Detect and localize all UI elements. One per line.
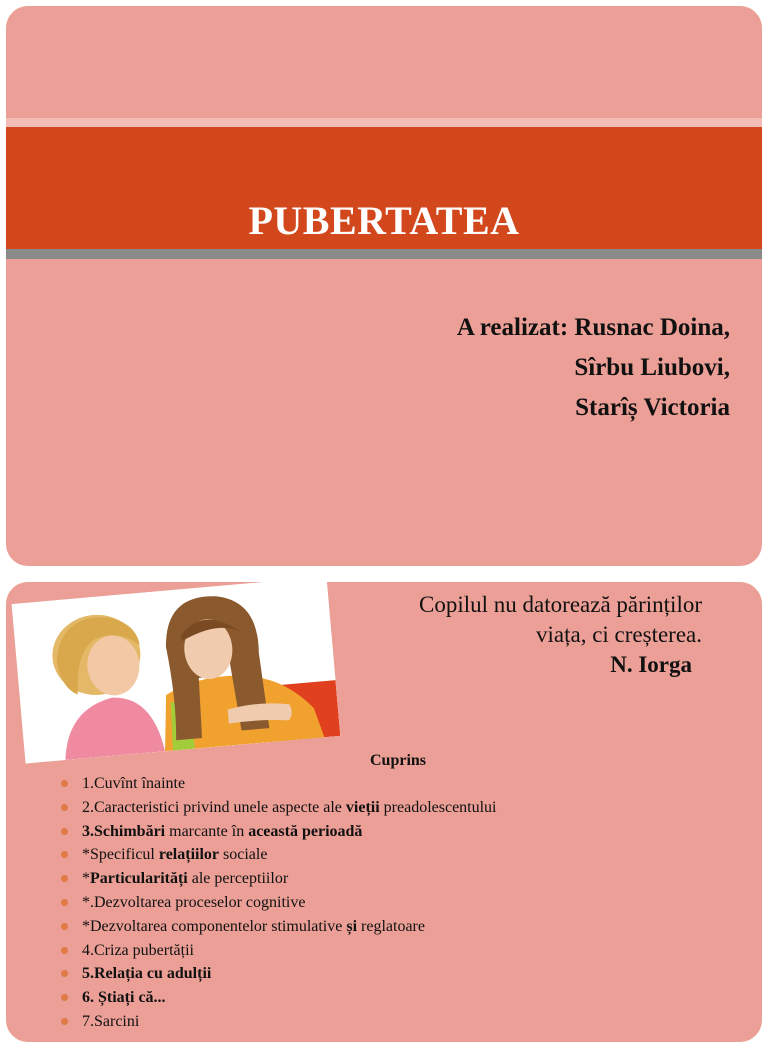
bullet-icon	[61, 947, 68, 954]
contents-item-text: vieții	[345, 798, 380, 816]
contents-item-text: Particularități	[90, 870, 188, 888]
contents-item	[82, 962, 497, 986]
bullet-icon	[61, 851, 68, 858]
contents-item-text: această perioadă	[248, 822, 363, 840]
contents-heading: Cuprins	[370, 752, 427, 769]
contents-item-text: 2.Caracteristici privind unele aspecte ale	[82, 798, 346, 816]
quote-line: Copilul nu datorează părinților	[419, 592, 702, 617]
bullet-icon	[61, 804, 68, 811]
contents-item-text: relațiilor	[158, 846, 219, 864]
bullet-icon	[61, 780, 68, 787]
quote-block	[419, 590, 702, 680]
contents-item-text: ale perceptiilor	[187, 870, 289, 888]
contents-item-text: *Specificul	[82, 846, 159, 864]
author-line: Starîș Victoria	[575, 394, 730, 421]
contents-item	[82, 891, 497, 915]
contents-item-text: 7.Sarcini	[82, 1012, 140, 1030]
author-line: A realizat: Rusnac Doina,	[456, 314, 730, 341]
contents-item-text: 5.Relația cu adulții	[82, 965, 212, 983]
contents-item	[82, 796, 497, 820]
contents-item-text: *.Dezvoltarea proceselor cognitive	[82, 893, 306, 911]
bullet-icon	[61, 994, 68, 1001]
slide-title: PUBERTATEA	[248, 198, 520, 243]
authors-block	[457, 308, 730, 428]
contents-item	[82, 772, 497, 796]
contents-item-text: *	[82, 870, 90, 888]
contents-item	[82, 1010, 497, 1034]
contents-item-text: marcante în	[165, 822, 249, 840]
contents-item-text: sociale	[219, 846, 268, 864]
bullet-icon	[61, 875, 68, 882]
bullet-icon	[61, 899, 68, 906]
contents-item-text: 3.Schimbări	[82, 822, 166, 840]
contents-item-text: preadolescentului	[379, 798, 497, 816]
contents-item-text: *Dezvoltarea componentelor stimulative	[82, 917, 347, 935]
contents-slide	[6, 582, 762, 1042]
contents-item	[82, 843, 497, 867]
contents-item-text: reglatoare	[357, 917, 425, 935]
mother-daughter-photo	[12, 582, 341, 763]
contents-item	[82, 867, 497, 891]
contents-item	[82, 915, 497, 939]
contents-item-text: 1.Cuvînt înainte	[82, 775, 186, 792]
title-band-shadow	[6, 249, 762, 259]
quote-line: viața, ci creșterea.	[536, 622, 702, 647]
contents-item	[82, 939, 497, 963]
bullet-icon	[61, 828, 68, 835]
contents-item	[82, 986, 497, 1010]
quote-author: N. Iorga	[610, 652, 692, 677]
title-slide	[6, 6, 762, 566]
title-band-highlight	[6, 118, 762, 127]
contents-item-text: și	[346, 917, 358, 935]
contents-item	[82, 820, 497, 844]
contents-list	[82, 772, 497, 1034]
bullet-icon	[61, 923, 68, 930]
author-line: Sîrbu Liubovi,	[574, 354, 730, 381]
bullet-icon	[61, 970, 68, 977]
contents-item-text: 6. Știați că...	[82, 989, 166, 1007]
contents-item-text: 4.Criza pubertății	[82, 941, 194, 959]
